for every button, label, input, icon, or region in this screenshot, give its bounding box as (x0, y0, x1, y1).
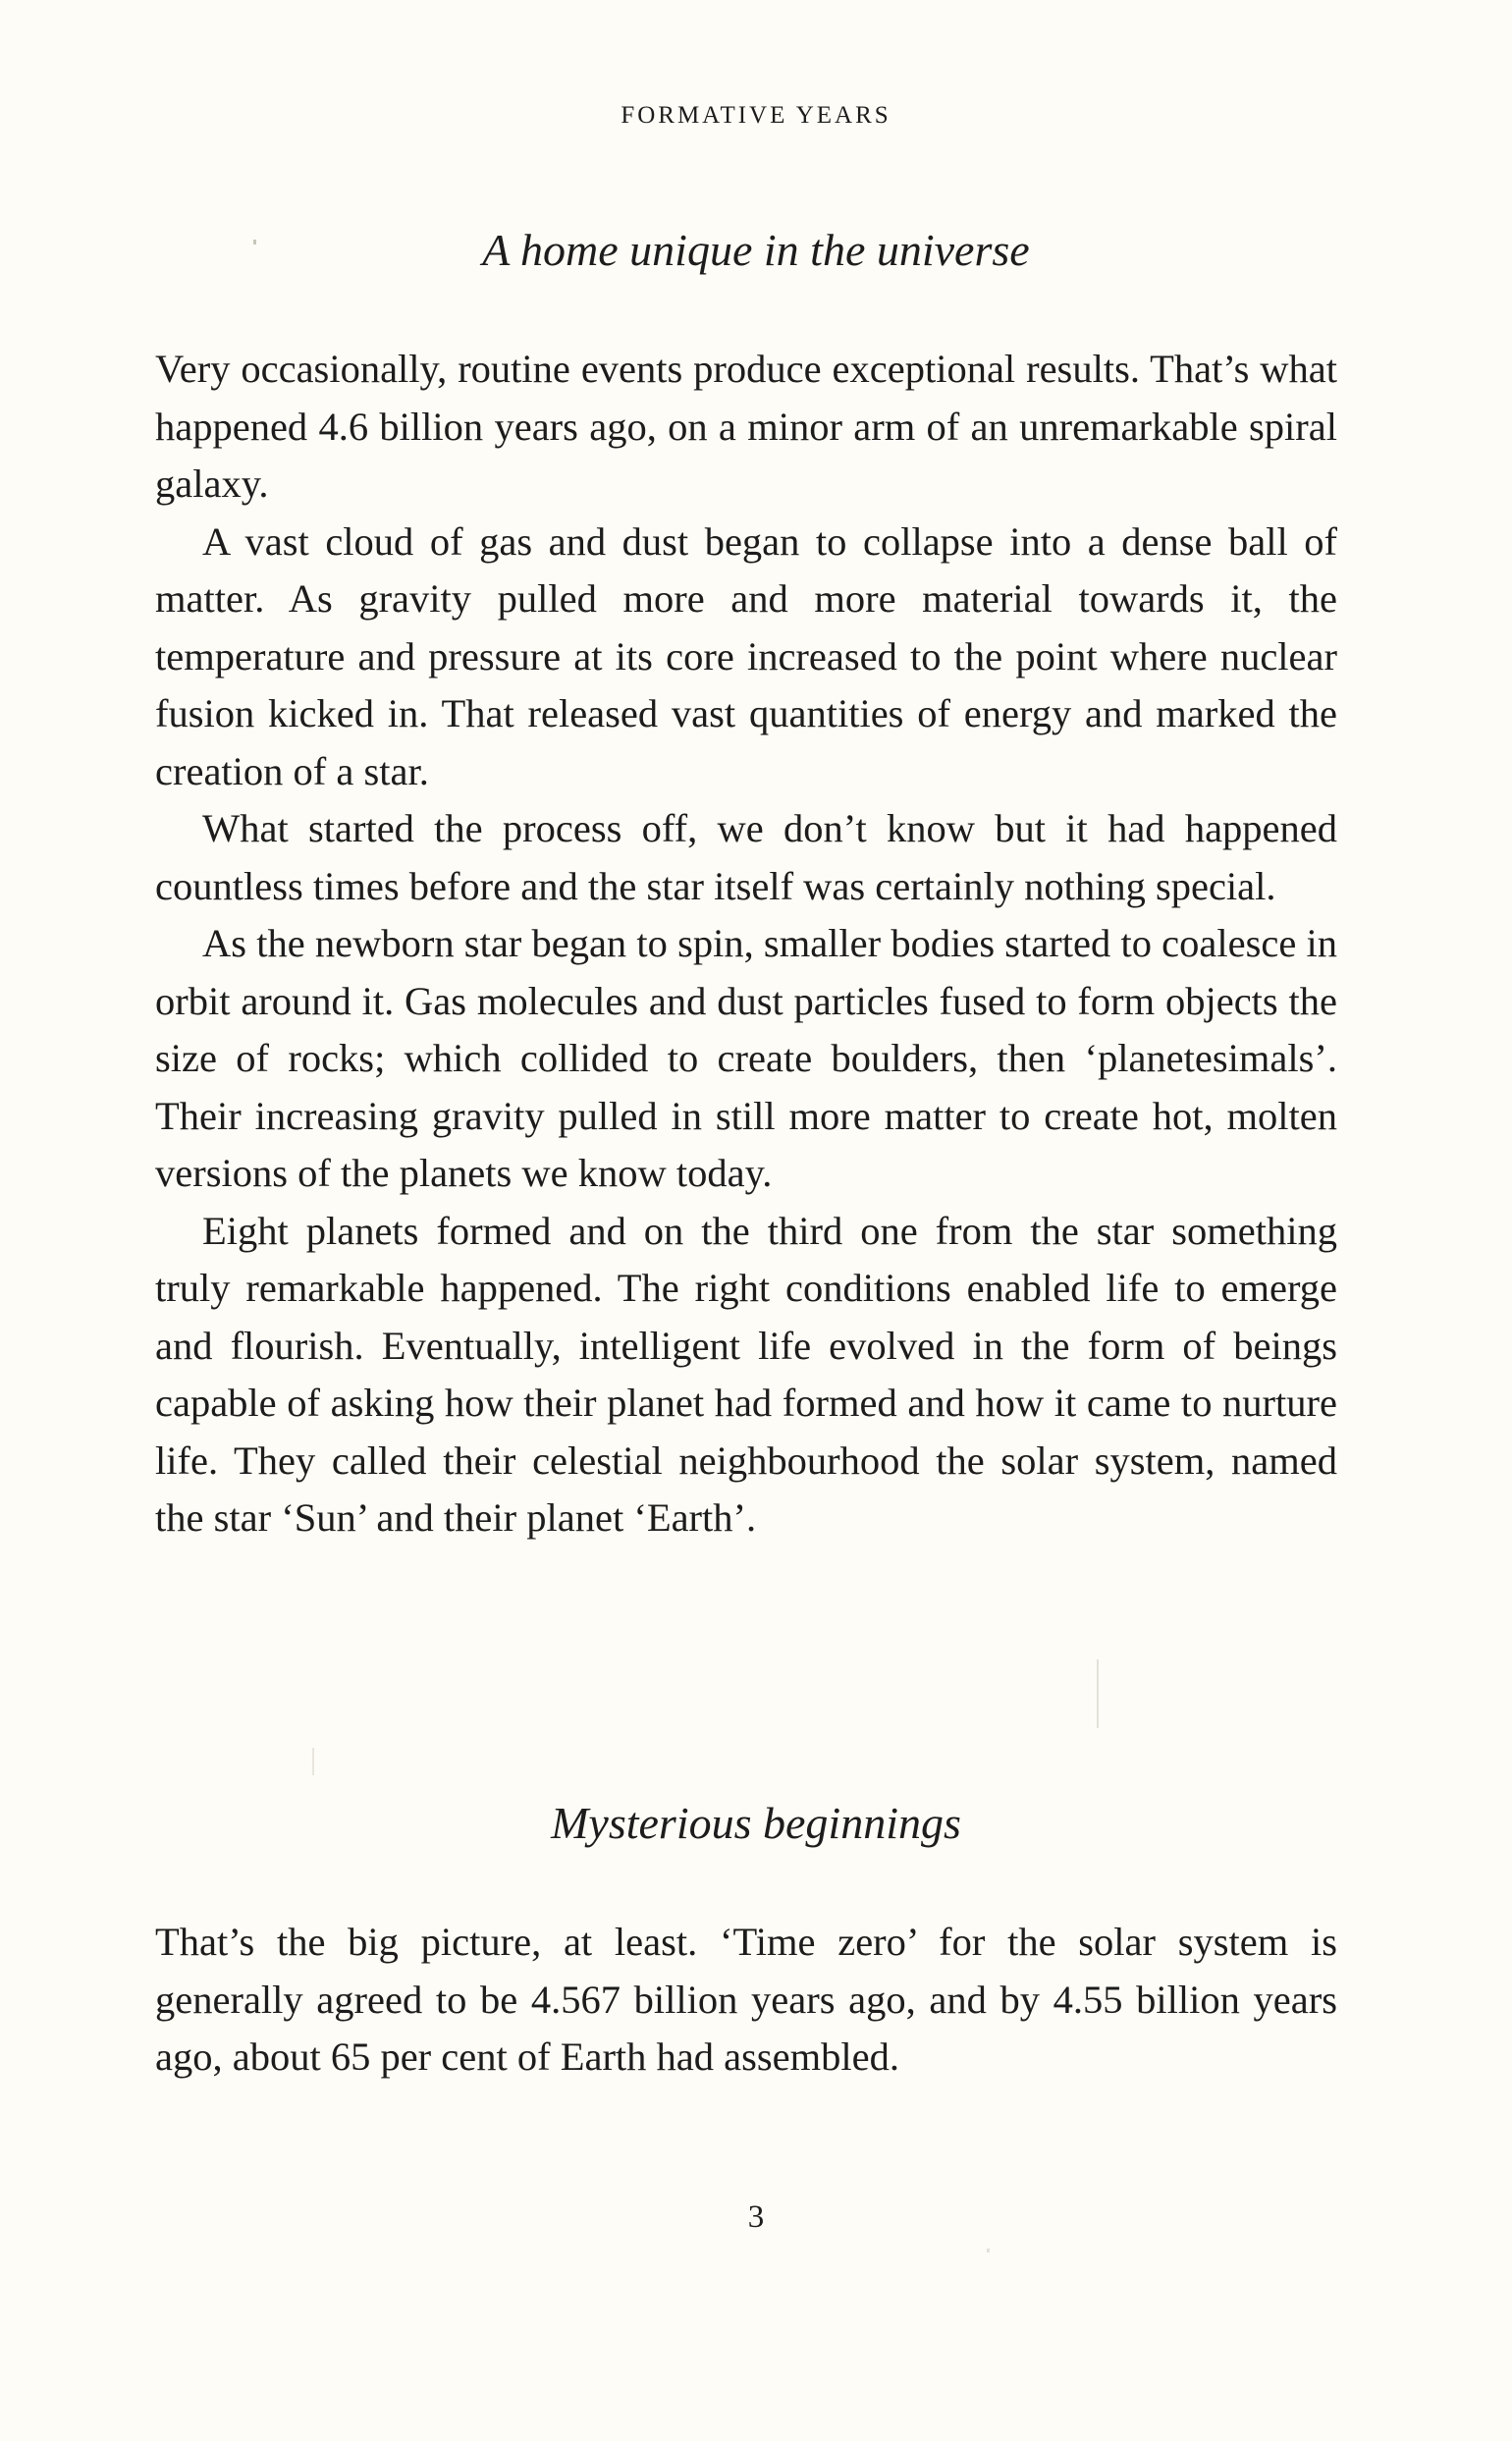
section-body-home-unique (155, 341, 1337, 1547)
scan-speck (1097, 1659, 1099, 1728)
paragraph: A vast cloud of gas and dust began to collapse into a dense ball of matter. As gravity pulled more and more material towards it, the temperature and pressure at its core increased to the point where nuclear fusion kicked in. That released vast quantities of energy and marked the creation of a star. (155, 518, 1337, 793)
scan-speck (253, 240, 256, 244)
running-head: FORMATIVE YEARS (621, 102, 891, 129)
scan-speck (312, 1748, 314, 1775)
section-title-mysterious-beginnings: Mysterious beginnings (551, 1798, 961, 1848)
paragraph: As the newborn star began to spin, smaller bodies started to coalesce in orbit around it. Gas molecules and dust particles fused to form objects the size of rocks; which collided to create boulders, then ‘planetesimals’. Their increasing gravity pulled in still more matter to create hot, molten versions of the planets we know today. (155, 921, 1337, 1195)
section-title-home-unique: A home unique in the universe (482, 225, 1030, 275)
section-body-mysterious-beginnings (155, 1914, 1337, 2087)
paragraph: What started the process off, we don’t know but it had happened countless times before and the star itself was certainly nothing special. (155, 806, 1337, 908)
scan-speck (987, 2249, 990, 2252)
paragraph: That’s the big picture, at least. ‘Time zero’ for the solar system is generally agreed to be 4.567 billion years ago, and by 4.55 billion years ago, about 65 per cent of Earth had assembled. (155, 1920, 1337, 2079)
page-number: 3 (747, 2199, 765, 2235)
paragraph: Eight planets formed and on the third one from the star something truly remarkable happened. The right conditions enabled life to emerge and flourish. Eventually, intelligent life evolved in the form of beings capable of asking how their planet had formed and how it came to nurture life. They called their celestial neighbourhood the solar system, named the star ‘Sun’ and their planet ‘Earth’. (155, 1208, 1337, 1540)
paragraph: Very occasionally, routine events produce exceptional results. That’s what happened 4.6 billion years ago, on a minor arm of an unremarkable spiral galaxy. (155, 347, 1337, 506)
